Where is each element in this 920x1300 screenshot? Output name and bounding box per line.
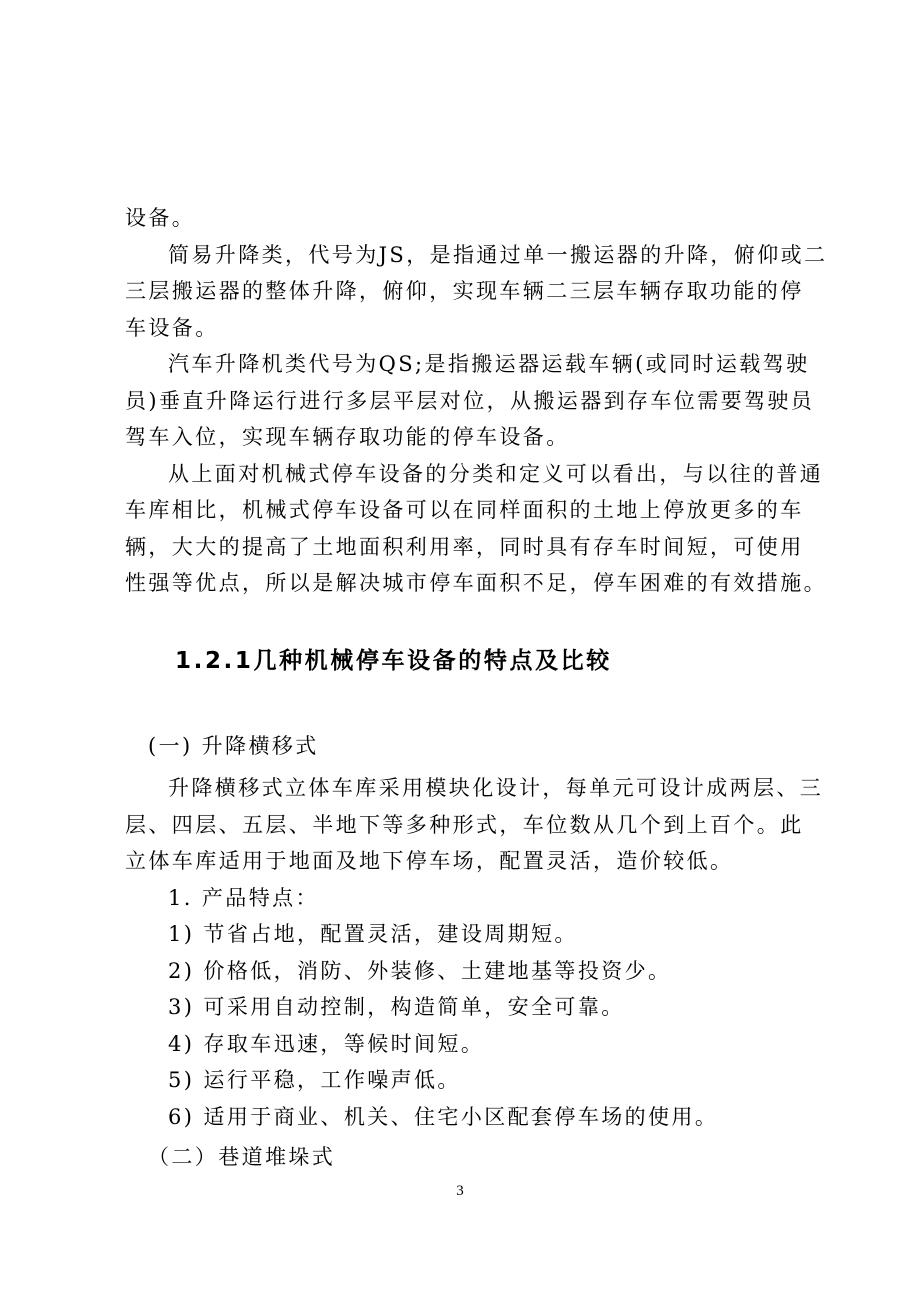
list-item: 6) 适用于商业、机关、住宅小区配套停车场的使用。 bbox=[168, 1104, 719, 1129]
paragraph-line: 简易升降类，代号为JS，是指通过单一搬运器的升降，俯仰或二 bbox=[168, 242, 828, 267]
body-text-section bbox=[125, 770, 845, 1135]
paragraph-line: 车库相比，机械式停车设备可以在同样面积的土地上停放更多的车 bbox=[125, 498, 804, 522]
list-item: 5) 运行平稳，工作噪声低。 bbox=[168, 1068, 461, 1092]
paragraph-line: 升降横移式立体车库采用模块化设计，每单元可设计成两层、三 bbox=[168, 776, 824, 800]
subsection-heading: （二）巷道堆垛式 bbox=[148, 1145, 336, 1169]
subsection-heading: (一) 升降横移式 bbox=[148, 734, 319, 758]
list-item: 1) 节省占地，配置灵活，建设周期短。 bbox=[168, 922, 578, 946]
list-item: 3) 可采用自动控制，构造简单，安全可靠。 bbox=[168, 995, 625, 1019]
paragraph-line: 从上面对机械式停车设备的分类和定义可以看出，与以往的普通 bbox=[168, 461, 824, 486]
paragraph-line: 辆，大大的提高了土地面积利用率，同时具有存车时间短，可使用 bbox=[125, 534, 804, 559]
page-number: 3 bbox=[456, 1183, 464, 1199]
paragraph-line: 汽车升降机类代号为QS;是指搬运器运载车辆(或同时运载驾驶 bbox=[168, 352, 810, 376]
list-item: 4) 存取车迅速，等候时间短。 bbox=[168, 1031, 485, 1056]
list-item: 2) 价格低，消防、外装修、土建地基等投资少。 bbox=[168, 958, 672, 983]
paragraph-line: 性强等优点，所以是解决城市停车面积不足，停车困难的有效措施。 bbox=[125, 571, 827, 595]
list-item: 1. 产品特点： bbox=[168, 885, 319, 910]
paragraph-line: 层、四层、五层、半地下等多种形式，车位数从几个到上百个。此 bbox=[125, 812, 804, 837]
paragraph-line: 员)垂直升降运行进行多层平层对位，从搬运器到存车位需要驾驶员 bbox=[125, 388, 815, 413]
paragraph-line: 驾车入位，实现车辆存取功能的停车设备。 bbox=[125, 425, 570, 449]
paragraph-line: 设备。 bbox=[125, 206, 196, 230]
paragraph-line: 立体车库适用于地面及地下停车场，配置灵活，造价较低。 bbox=[125, 849, 734, 873]
section-heading: 1.2.1几种机械停车设备的特点及比较 bbox=[175, 648, 612, 674]
body-text-top bbox=[125, 200, 845, 602]
paragraph-line: 车设备。 bbox=[125, 315, 219, 340]
paragraph-line: 三层搬运器的整体升降，俯仰，实现车辆二三层车辆存取功能的停 bbox=[125, 279, 804, 303]
